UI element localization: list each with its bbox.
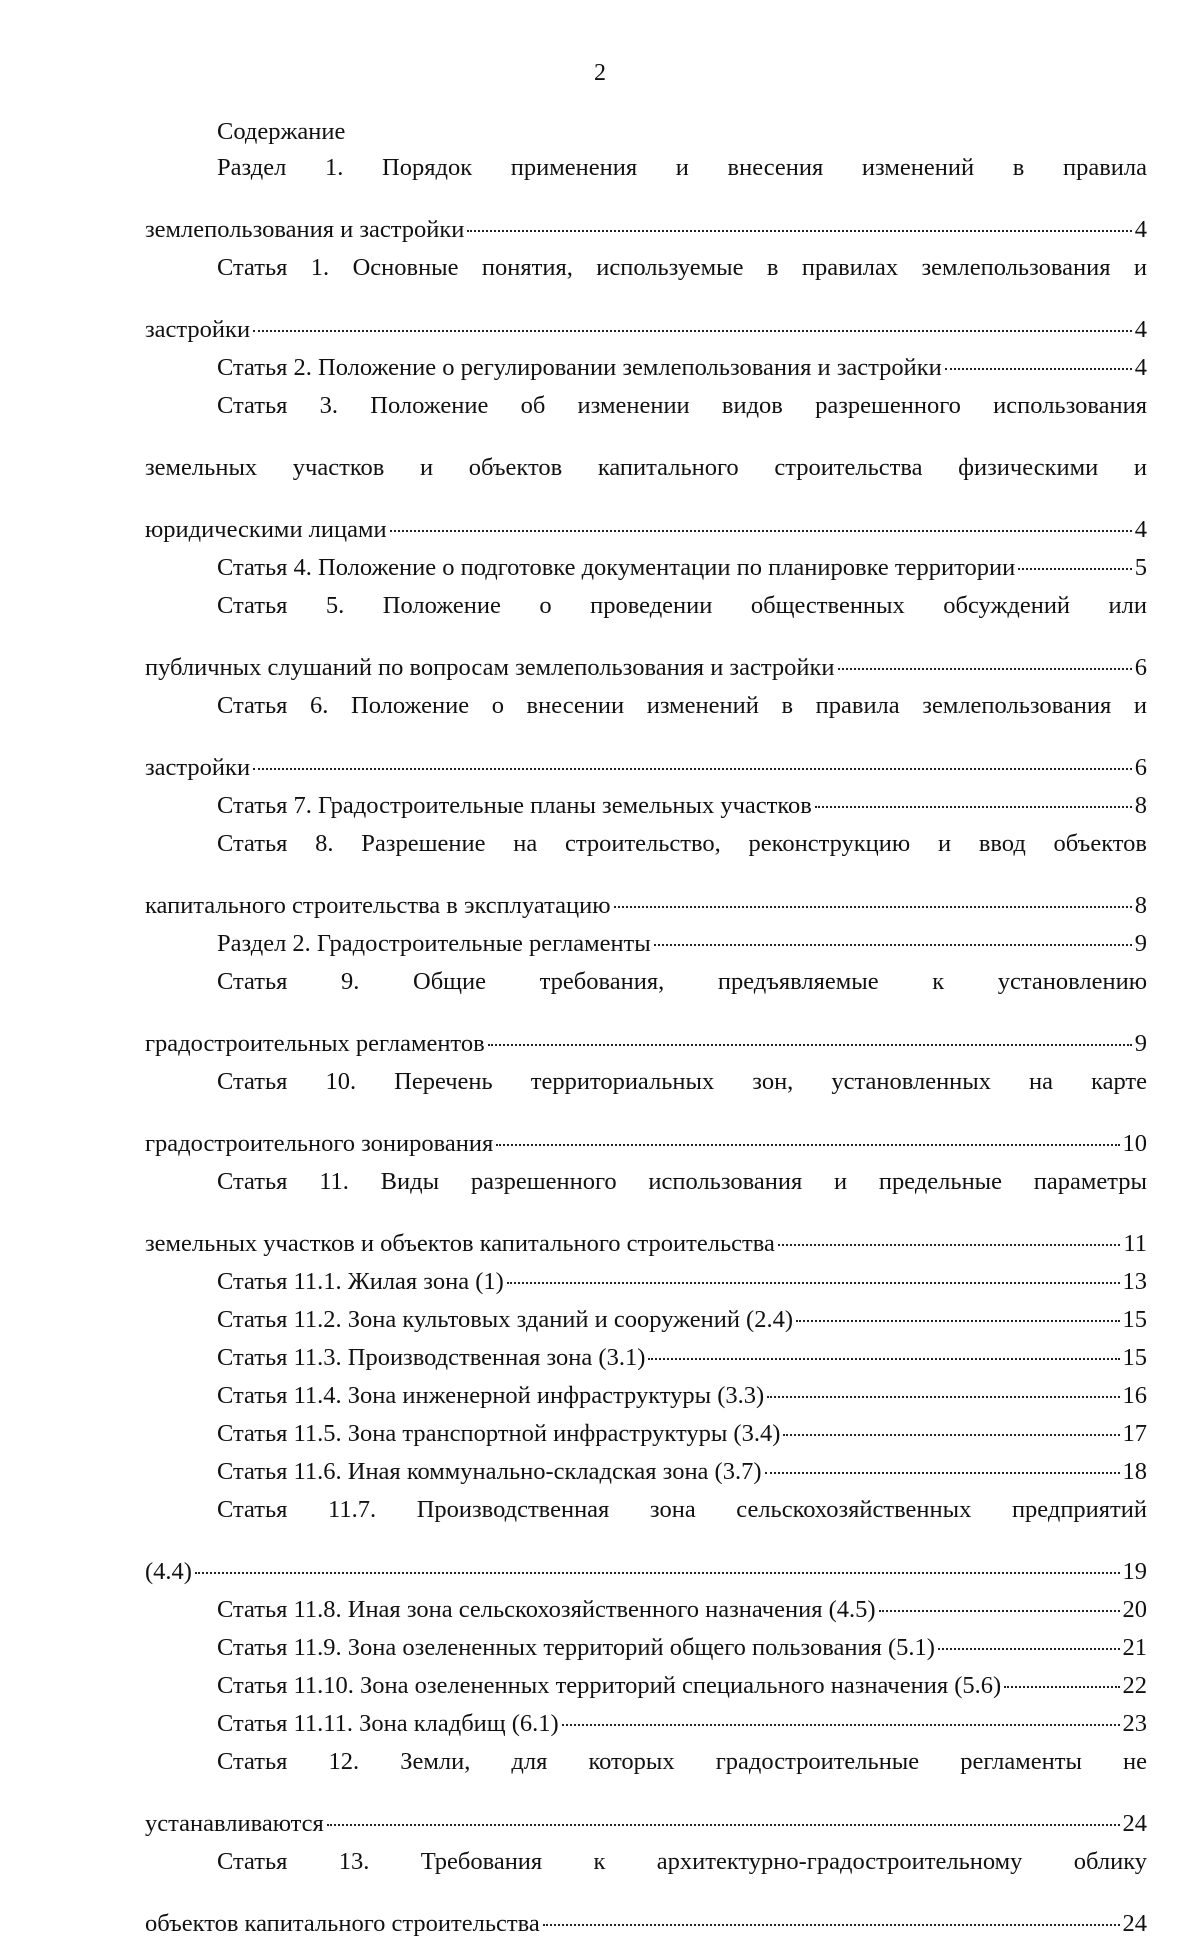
toc-heading: Содержание bbox=[217, 118, 346, 145]
dot-leader bbox=[765, 1472, 1120, 1474]
toc-entry bbox=[145, 390, 1147, 545]
dot-leader bbox=[253, 768, 1132, 770]
toc-entry-last-line bbox=[145, 1304, 1147, 1335]
dot-leader bbox=[195, 1572, 1120, 1574]
toc-entry-line: Статья 13. Требования к архитектурно-градостроительному облику bbox=[217, 1848, 1147, 1875]
dot-leader bbox=[507, 1282, 1120, 1284]
toc-entry bbox=[145, 1166, 1147, 1259]
toc-page-number: 5 bbox=[1134, 554, 1147, 581]
toc-entry-line: Статья 6. Положение о внесении изменений в правила землепользования и bbox=[217, 692, 1147, 719]
toc-entry-title: юридическими лицами bbox=[145, 516, 387, 543]
toc-page-number: 17 bbox=[1122, 1420, 1147, 1447]
toc-entry-last-line bbox=[145, 1632, 1147, 1663]
toc-entry-title: Статья 11.9. Зона озелененных территорий общего пользования (5.1) bbox=[217, 1634, 935, 1661]
toc-entry-last-line bbox=[145, 890, 1147, 921]
toc-entry-line: Статья 1. Основные понятия, используемые в правилах землепользования и bbox=[217, 254, 1147, 281]
toc-entry-line: Статья 10. Перечень территориальных зон, установленных на карте bbox=[217, 1068, 1147, 1095]
toc-entry-title: Статья 11.10. Зона озелененных территорий специального назначения (5.6) bbox=[217, 1672, 1002, 1699]
dot-leader bbox=[778, 1244, 1121, 1246]
dot-leader bbox=[543, 1924, 1120, 1926]
toc-entry-line: Статья 12. Земли, для которых градостроительные регламенты не bbox=[217, 1748, 1147, 1775]
dot-leader bbox=[838, 668, 1132, 670]
toc-entry-last-line bbox=[145, 652, 1147, 683]
toc-entry-last-line bbox=[145, 1670, 1147, 1701]
page-number: 2 bbox=[594, 60, 606, 86]
toc-entry-title: Статья 2. Положение о регулировании землепользования и застройки bbox=[217, 354, 942, 381]
toc-entry-line: Статья 11.7. Производственная зона сельскохозяйственных предприятий bbox=[217, 1496, 1147, 1523]
toc-entry-title: землепользования и застройки bbox=[145, 216, 465, 243]
toc-page-number: 19 bbox=[1122, 1558, 1147, 1585]
toc-page-number: 11 bbox=[1123, 1230, 1147, 1257]
toc-page-number: 21 bbox=[1122, 1634, 1147, 1661]
toc-page-number: 24 bbox=[1122, 1810, 1147, 1837]
toc-entry bbox=[145, 1304, 1147, 1335]
toc-entry bbox=[145, 352, 1147, 383]
toc-entry-line: Раздел 1. Порядок применения и внесения изменений в правила bbox=[217, 154, 1147, 181]
toc-page-number: 20 bbox=[1122, 1596, 1147, 1623]
toc-entry-title: Статья 4. Положение о подготовке документации по планировке территории bbox=[217, 554, 1016, 581]
toc-entry bbox=[145, 966, 1147, 1059]
toc-entry-last-line bbox=[145, 1380, 1147, 1411]
dot-leader bbox=[614, 906, 1132, 908]
toc-entry-title: Статья 11.1. Жилая зона (1) bbox=[217, 1268, 504, 1295]
toc-entry bbox=[145, 1746, 1147, 1839]
toc-entry-last-line bbox=[145, 314, 1147, 345]
toc-page-number: 8 bbox=[1134, 892, 1147, 919]
toc-entry bbox=[145, 790, 1147, 821]
toc-entry bbox=[145, 1456, 1147, 1487]
toc-page-number: 10 bbox=[1122, 1130, 1147, 1157]
toc-page-number: 4 bbox=[1134, 316, 1147, 343]
toc-entry-title: земельных участков и объектов капитального строительства bbox=[145, 1230, 775, 1257]
toc-entry-title: градостроительного зонирования bbox=[145, 1130, 494, 1157]
dot-leader bbox=[945, 368, 1132, 370]
toc-entry-title: Статья 11.6. Иная коммунально-складская зона (3.7) bbox=[217, 1458, 762, 1485]
toc-entry bbox=[145, 690, 1147, 783]
dot-leader bbox=[253, 330, 1132, 332]
dot-leader bbox=[767, 1396, 1119, 1398]
toc-entry bbox=[145, 1342, 1147, 1373]
toc-page-number: 16 bbox=[1122, 1382, 1147, 1409]
toc-entry-last-line bbox=[145, 1418, 1147, 1449]
dot-leader bbox=[654, 944, 1132, 946]
toc-page-number: 24 bbox=[1122, 1910, 1147, 1937]
toc-page-number: 9 bbox=[1134, 930, 1147, 957]
toc-entry-line: Статья 8. Разрешение на строительство, реконструкцию и ввод объектов bbox=[217, 830, 1147, 857]
toc-entry bbox=[145, 552, 1147, 583]
toc-entry bbox=[145, 1594, 1147, 1625]
toc-entry-last-line bbox=[145, 1028, 1147, 1059]
toc-entry-title: градостроительных регламентов bbox=[145, 1030, 485, 1057]
toc-entry-title: объектов капитального строительства bbox=[145, 1910, 540, 1937]
toc-entry-title: капитального строительства в эксплуатацию bbox=[145, 892, 611, 919]
toc-entry-title: устанавливаются bbox=[145, 1810, 324, 1837]
toc-entry-last-line bbox=[145, 1342, 1147, 1373]
toc-page-number: 8 bbox=[1134, 792, 1147, 819]
toc-entry-line: Статья 9. Общие требования, предъявляемые к установлению bbox=[217, 968, 1147, 995]
toc-entry-title: застройки bbox=[145, 754, 251, 781]
dot-leader bbox=[796, 1320, 1119, 1322]
toc-entry-last-line bbox=[145, 214, 1147, 245]
dot-leader bbox=[815, 806, 1132, 808]
toc-page-number: 22 bbox=[1122, 1672, 1147, 1699]
toc-page-number: 4 bbox=[1134, 516, 1147, 543]
toc-entry-last-line bbox=[145, 1908, 1147, 1939]
toc-entry-title: Статья 11.8. Иная зона сельскохозяйственного назначения (4.5) bbox=[217, 1596, 876, 1623]
toc-entry bbox=[145, 1418, 1147, 1449]
toc-page-number: 6 bbox=[1134, 654, 1147, 681]
toc-entry-last-line bbox=[145, 1808, 1147, 1839]
toc-entry bbox=[145, 928, 1147, 959]
toc-entry-last-line bbox=[145, 1228, 1147, 1259]
toc-entry bbox=[145, 152, 1147, 245]
dot-leader bbox=[327, 1824, 1120, 1826]
toc-entry bbox=[145, 1380, 1147, 1411]
toc-entry-last-line bbox=[145, 1594, 1147, 1625]
toc-page-number: 23 bbox=[1122, 1710, 1147, 1737]
dot-leader bbox=[562, 1724, 1120, 1726]
toc-page-number: 15 bbox=[1122, 1306, 1147, 1333]
toc-page-number: 6 bbox=[1134, 754, 1147, 781]
dot-leader bbox=[488, 1044, 1132, 1046]
toc-entry-last-line bbox=[145, 752, 1147, 783]
toc-entry-title: публичных слушаний по вопросам землепользования и застройки bbox=[145, 654, 835, 681]
toc-entry bbox=[145, 1632, 1147, 1663]
toc-entry-line: земельных участков и объектов капитального строительства физическими и bbox=[145, 454, 1147, 481]
toc-entry-title: Статья 11.5. Зона транспортной инфраструктуры (3.4) bbox=[217, 1420, 781, 1447]
toc-page-number: 4 bbox=[1134, 354, 1147, 381]
toc-entry bbox=[145, 1708, 1147, 1739]
toc-entry-title: Статья 11.4. Зона инженерной инфраструктуры (3.3) bbox=[217, 1382, 765, 1409]
toc-entry-line: Статья 11. Виды разрешенного использования и предельные параметры bbox=[217, 1168, 1147, 1195]
dot-leader bbox=[648, 1358, 1119, 1360]
toc-entry-last-line bbox=[145, 928, 1147, 959]
dot-leader bbox=[879, 1610, 1120, 1612]
toc-entry-title: Статья 11.11. Зона кладбищ (6.1) bbox=[217, 1710, 559, 1737]
toc-entry-line: Статья 5. Положение о проведении общественных обсуждений или bbox=[217, 592, 1147, 619]
toc-entry-title: (4.4) bbox=[145, 1558, 192, 1585]
toc-entry-title: застройки bbox=[145, 316, 251, 343]
toc-entry-title: Раздел 2. Градостроительные регламенты bbox=[217, 930, 651, 957]
toc-entry-last-line bbox=[145, 352, 1147, 383]
dot-leader bbox=[938, 1648, 1120, 1650]
toc-entry bbox=[145, 1266, 1147, 1297]
dot-leader bbox=[496, 1144, 1119, 1146]
toc-entry-last-line bbox=[145, 552, 1147, 583]
dot-leader bbox=[1018, 568, 1132, 570]
toc-entry-last-line bbox=[145, 790, 1147, 821]
toc-page-number: 9 bbox=[1134, 1030, 1147, 1057]
toc-entry bbox=[145, 1066, 1147, 1159]
toc-page-number: 4 bbox=[1134, 216, 1147, 243]
toc-entry-last-line bbox=[145, 1266, 1147, 1297]
toc-entry bbox=[145, 590, 1147, 683]
toc-entry bbox=[145, 828, 1147, 921]
dot-leader bbox=[390, 530, 1132, 532]
toc-entry-last-line bbox=[145, 1128, 1147, 1159]
toc-entry bbox=[145, 1846, 1147, 1939]
toc-entry-last-line bbox=[145, 514, 1147, 545]
dot-leader bbox=[467, 230, 1131, 232]
toc-entry-last-line bbox=[145, 1708, 1147, 1739]
toc-entry bbox=[145, 1670, 1147, 1701]
toc-entry-title: Статья 11.3. Производственная зона (3.1) bbox=[217, 1344, 646, 1371]
dot-leader bbox=[1004, 1686, 1119, 1688]
toc-entry bbox=[145, 1494, 1147, 1587]
toc-entry-line: Статья 3. Положение об изменении видов разрешенного использования bbox=[217, 392, 1147, 419]
table-of-contents bbox=[145, 116, 1147, 1946]
toc-page-number: 18 bbox=[1122, 1458, 1147, 1485]
toc-entry-last-line bbox=[145, 1556, 1147, 1587]
toc-entry-title: Статья 11.2. Зона культовых зданий и сооружений (2.4) bbox=[217, 1306, 794, 1333]
toc-page-number: 13 bbox=[1122, 1268, 1147, 1295]
dot-leader bbox=[783, 1434, 1119, 1436]
toc-entry-title: Статья 7. Градостроительные планы земельных участков bbox=[217, 792, 812, 819]
toc-page-number: 15 bbox=[1122, 1344, 1147, 1371]
toc-entry-last-line bbox=[145, 1456, 1147, 1487]
toc-entry bbox=[145, 252, 1147, 345]
